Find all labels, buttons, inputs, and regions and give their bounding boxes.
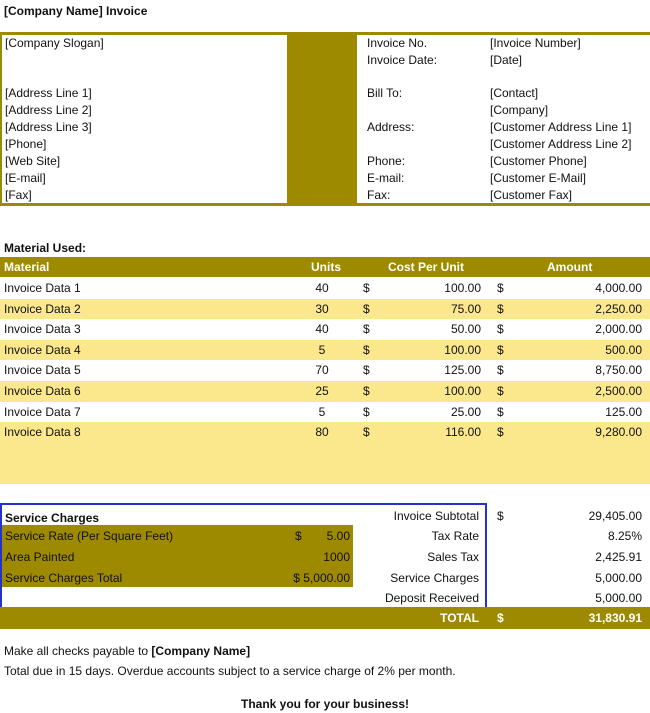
fax-label: Fax:: [367, 188, 391, 202]
company-address-2[interactable]: [Address Line 2]: [5, 103, 92, 117]
service-divider-top: [0, 503, 487, 505]
table-row[interactable]: [0, 381, 650, 402]
service-divider-right: [485, 505, 487, 607]
amount-currency-cell: $: [497, 342, 504, 357]
amount-cell: 500.00: [605, 342, 642, 357]
service-rate-value[interactable]: 5.00: [326, 529, 350, 543]
area-painted-value[interactable]: 1000: [323, 550, 350, 564]
amount-currency-cell: $: [497, 322, 504, 337]
cost-cell: 25.00: [450, 404, 481, 419]
bill-to-company[interactable]: [Company]: [490, 103, 549, 117]
cost-currency-cell: $: [363, 322, 370, 337]
service-section-title: Service Charges: [5, 511, 100, 525]
header-left-border: [0, 35, 2, 203]
service-total-label: Service Charges Total: [5, 571, 123, 585]
deposit-value[interactable]: 5,000.00: [595, 591, 642, 605]
address-label: Address:: [367, 120, 415, 134]
total-value[interactable]: 31,830.91: [588, 611, 642, 625]
invoice-date-label: Invoice Date:: [367, 53, 438, 67]
area-painted-label: Area Painted: [5, 550, 75, 564]
material-name-cell: Invoice Data 1: [4, 281, 81, 295]
material-name-cell: Invoice Data 6: [4, 384, 81, 398]
table-row[interactable]: [0, 299, 650, 320]
amount-currency-cell: $: [497, 281, 504, 295]
checks-company: [Company Name]: [151, 644, 251, 658]
customer-address-1[interactable]: [Customer Address Line 1]: [490, 120, 632, 134]
deposit-label: Deposit Received: [384, 591, 479, 605]
sales-tax-label: Sales Tax: [427, 550, 479, 564]
units-cell: 80: [315, 425, 329, 440]
company-slogan[interactable]: [Company Slogan]: [5, 36, 104, 50]
cost-cell: 116.00: [445, 425, 481, 440]
amount-cell: 2,500.00: [595, 384, 642, 398]
checks-payable-note: [4, 644, 250, 658]
amount-cell: 125.00: [605, 404, 642, 419]
subtotal-currency: $: [497, 509, 504, 523]
company-address-1[interactable]: [Address Line 1]: [5, 86, 92, 100]
units-cell: 25: [315, 384, 329, 398]
material-name-cell: Invoice Data 3: [4, 322, 81, 337]
col-header-cost: Cost Per Unit: [388, 260, 465, 274]
amount-currency-cell: $: [497, 404, 504, 419]
cost-cell: 100.00: [444, 342, 481, 357]
table-row[interactable]: [0, 340, 650, 361]
cost-cell: 125.00: [444, 363, 481, 378]
bill-to-contact[interactable]: [Contact]: [490, 86, 539, 100]
material-table-header: [0, 257, 650, 277]
email-label: E-mail:: [367, 171, 405, 185]
cost-cell: 100.00: [444, 384, 481, 398]
table-row[interactable]: [0, 402, 650, 423]
header-accent-band: [287, 35, 357, 203]
thank-you-note: Thank you for your business!: [240, 697, 410, 711]
tax-rate-value[interactable]: 8.25%: [607, 529, 642, 543]
empty-row[interactable]: [0, 443, 650, 464]
customer-address-2[interactable]: [Customer Address Line 2]: [490, 137, 632, 151]
service-total-value[interactable]: $ 5,000.00: [293, 571, 350, 585]
table-row[interactable]: [0, 278, 650, 299]
material-name-cell: Invoice Data 7: [4, 404, 81, 419]
amount-cell: 9,280.00: [595, 425, 642, 440]
units-cell: 70: [315, 363, 329, 378]
company-fax[interactable]: [Fax]: [5, 188, 32, 202]
material-name-cell: Invoice Data 2: [4, 301, 81, 316]
company-email[interactable]: [E-mail]: [5, 171, 46, 185]
company-address-3[interactable]: [Address Line 3]: [5, 120, 92, 134]
col-header-units: Units: [311, 260, 341, 274]
material-section-title: Material Used:: [4, 241, 87, 255]
subtotal-value[interactable]: 29,405.00: [588, 509, 642, 523]
units-cell: 40: [315, 322, 329, 337]
cost-cell: 100.00: [444, 281, 481, 295]
cost-cell: 75.00: [450, 301, 481, 316]
cost-currency-cell: $: [363, 384, 370, 398]
subtotal-label: Invoice Subtotal: [393, 509, 479, 523]
tax-rate-label: Tax Rate: [431, 529, 479, 543]
amount-cell: 2,000.00: [595, 322, 642, 337]
col-header-material: Material: [4, 260, 50, 274]
units-cell: 30: [315, 301, 329, 316]
total-currency: $: [497, 611, 504, 625]
table-row[interactable]: [0, 422, 650, 443]
service-charges-value[interactable]: 5,000.00: [595, 571, 642, 585]
material-name-cell: Invoice Data 8: [4, 425, 81, 440]
cost-currency-cell: $: [363, 301, 370, 316]
cost-currency-cell: $: [363, 281, 370, 295]
service-charges-label: Service Charges: [390, 571, 479, 585]
service-rate-currency: $: [295, 529, 302, 543]
sales-tax-value[interactable]: 2,425.91: [595, 550, 642, 564]
invoice-title: [Company Name] Invoice: [4, 4, 148, 18]
cost-currency-cell: $: [363, 425, 370, 440]
table-row[interactable]: [0, 319, 650, 340]
cost-currency-cell: $: [363, 342, 370, 357]
empty-row[interactable]: [0, 464, 650, 485]
amount-cell: 2,250.00: [595, 301, 642, 316]
units-cell: 40: [315, 281, 329, 295]
cost-cell: 50.00: [450, 322, 481, 337]
cost-currency-cell: $: [363, 404, 370, 419]
company-phone[interactable]: [Phone]: [5, 137, 47, 151]
units-cell: 5: [318, 342, 326, 357]
customer-email[interactable]: [Customer E-Mail]: [490, 171, 587, 185]
customer-phone[interactable]: [Customer Phone]: [490, 154, 587, 168]
checks-prefix: Make all checks payable to: [4, 644, 152, 658]
material-name-cell: Invoice Data 5: [4, 363, 81, 378]
units-cell: 5: [318, 404, 326, 419]
invoice-date-value[interactable]: [Date]: [490, 53, 523, 67]
company-website[interactable]: [Web Site]: [5, 154, 61, 168]
service-rate-label: Service Rate (Per Square Feet): [5, 529, 174, 543]
invoice-no-value[interactable]: [Invoice Number]: [490, 36, 581, 50]
bill-to-label: Bill To:: [367, 86, 403, 100]
amount-currency-cell: $: [497, 363, 504, 378]
table-row[interactable]: [0, 360, 650, 381]
col-header-amount: Amount: [547, 260, 593, 274]
header-bottom-rule: [0, 203, 650, 206]
amount-currency-cell: $: [497, 384, 504, 398]
customer-fax[interactable]: [Customer Fax]: [490, 188, 573, 202]
amount-currency-cell: $: [497, 301, 504, 316]
material-name-cell: Invoice Data 4: [4, 342, 81, 357]
invoice-no-label: Invoice No.: [367, 36, 428, 50]
total-band: [0, 607, 650, 629]
amount-cell: 8,750.00: [595, 363, 642, 378]
phone-label: Phone:: [367, 154, 406, 168]
payment-terms: Total due in 15 days. Overdue accounts subject to a service charge of 2% per month.: [4, 664, 456, 678]
amount-currency-cell: $: [497, 425, 504, 440]
cost-currency-cell: $: [363, 363, 370, 378]
amount-cell: 4,000.00: [595, 281, 642, 295]
total-label: TOTAL: [440, 611, 479, 625]
